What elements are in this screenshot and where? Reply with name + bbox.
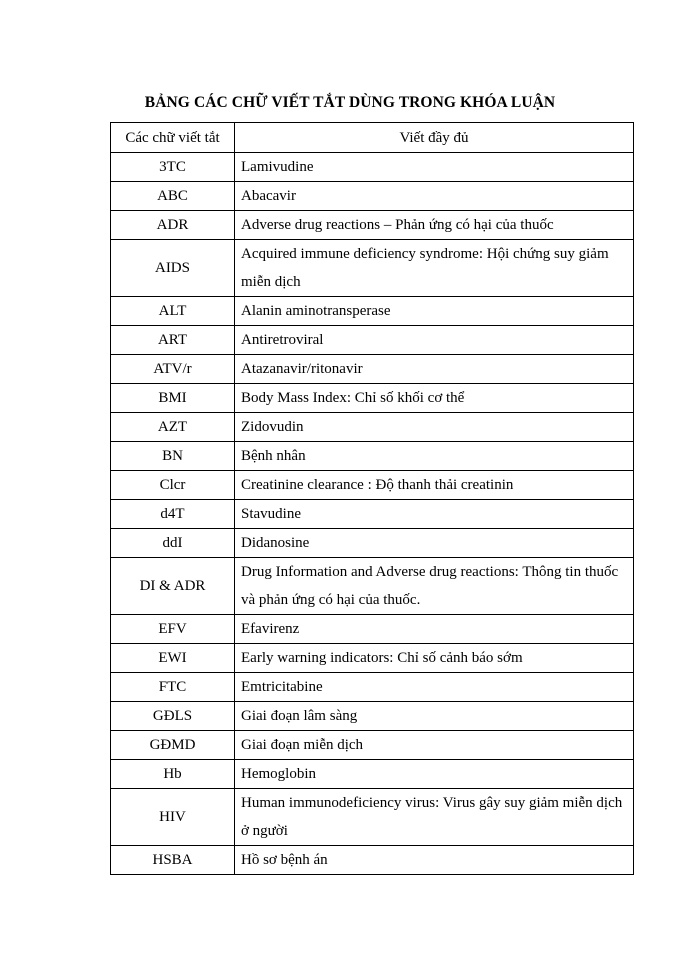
abbreviation-cell: DI & ADR	[111, 558, 235, 615]
table-row	[111, 384, 634, 413]
table-header-row	[111, 123, 634, 153]
table-row	[111, 500, 634, 529]
full-form-cell: Drug Information and Adverse drug reactions: Thông tin thuốc và phản ứng có hại của thuốc.	[235, 558, 634, 615]
full-form-cell: Giai đoạn miễn dịch	[235, 731, 634, 760]
abbreviation-cell: ddI	[111, 529, 235, 558]
table-row	[111, 240, 634, 297]
full-form-cell: Didanosine	[235, 529, 634, 558]
table-row	[111, 789, 634, 846]
full-form-cell: Adverse drug reactions – Phản ứng có hại của thuốc	[235, 211, 634, 240]
full-form-cell: Zidovudin	[235, 413, 634, 442]
full-form-cell: Alanin aminotransperase	[235, 297, 634, 326]
abbreviation-cell: ATV/r	[111, 355, 235, 384]
column-header-full-form: Viết đầy đủ	[235, 123, 634, 153]
abbreviation-cell: BN	[111, 442, 235, 471]
abbreviation-cell: EWI	[111, 644, 235, 673]
table-body	[111, 153, 634, 875]
table-row	[111, 615, 634, 644]
full-form-cell: Hồ sơ bệnh án	[235, 846, 634, 875]
abbreviation-cell: AZT	[111, 413, 235, 442]
abbreviation-cell: ADR	[111, 211, 235, 240]
abbreviation-cell: HIV	[111, 789, 235, 846]
abbreviation-cell: GĐMD	[111, 731, 235, 760]
table-row	[111, 442, 634, 471]
table-row	[111, 297, 634, 326]
table-row	[111, 644, 634, 673]
full-form-cell: Atazanavir/ritonavir	[235, 355, 634, 384]
abbreviation-cell: GĐLS	[111, 702, 235, 731]
abbreviation-cell: EFV	[111, 615, 235, 644]
table-row	[111, 529, 634, 558]
table-row	[111, 153, 634, 182]
table-row	[111, 413, 634, 442]
full-form-cell: Bệnh nhân	[235, 442, 634, 471]
table-row	[111, 673, 634, 702]
abbreviation-cell: FTC	[111, 673, 235, 702]
abbreviation-cell: ART	[111, 326, 235, 355]
table-row	[111, 846, 634, 875]
full-form-cell: Hemoglobin	[235, 760, 634, 789]
table-row	[111, 702, 634, 731]
full-form-cell: Acquired immune deficiency syndrome: Hội chứng suy giảm miễn dịch	[235, 240, 634, 297]
table-row	[111, 326, 634, 355]
full-form-cell: Body Mass Index: Chỉ số khối cơ thể	[235, 384, 634, 413]
table-row	[111, 471, 634, 500]
full-form-cell: Emtricitabine	[235, 673, 634, 702]
table-row	[111, 731, 634, 760]
abbreviation-cell: AIDS	[111, 240, 235, 297]
abbreviation-table	[110, 122, 634, 875]
abbreviation-cell: Clcr	[111, 471, 235, 500]
table-row	[111, 355, 634, 384]
column-header-abbreviation: Các chữ viết tắt	[111, 123, 235, 153]
full-form-cell: Human immunodeficiency virus: Virus gây suy giảm miễn dịch ở người	[235, 789, 634, 846]
abbreviation-cell: 3TC	[111, 153, 235, 182]
full-form-cell: Efavirenz	[235, 615, 634, 644]
full-form-cell: Lamivudine	[235, 153, 634, 182]
page-title: BẢNG CÁC CHỮ VIẾT TẮT DÙNG TRONG KHÓA LUẬN	[144, 94, 556, 111]
abbreviation-cell: ALT	[111, 297, 235, 326]
full-form-cell: Creatinine clearance : Độ thanh thải creatinin	[235, 471, 634, 500]
full-form-cell: Stavudine	[235, 500, 634, 529]
table-row	[111, 211, 634, 240]
full-form-cell: Abacavir	[235, 182, 634, 211]
full-form-cell: Early warning indicators: Chỉ số cảnh báo sớm	[235, 644, 634, 673]
full-form-cell: Antiretroviral	[235, 326, 634, 355]
abbreviation-cell: d4T	[111, 500, 235, 529]
abbreviation-cell: Hb	[111, 760, 235, 789]
abbreviation-cell: BMI	[111, 384, 235, 413]
full-form-cell: Giai đoạn lâm sàng	[235, 702, 634, 731]
table-row	[111, 760, 634, 789]
table-row	[111, 558, 634, 615]
abbreviation-cell: HSBA	[111, 846, 235, 875]
table-row	[111, 182, 634, 211]
abbreviation-cell: ABC	[111, 182, 235, 211]
